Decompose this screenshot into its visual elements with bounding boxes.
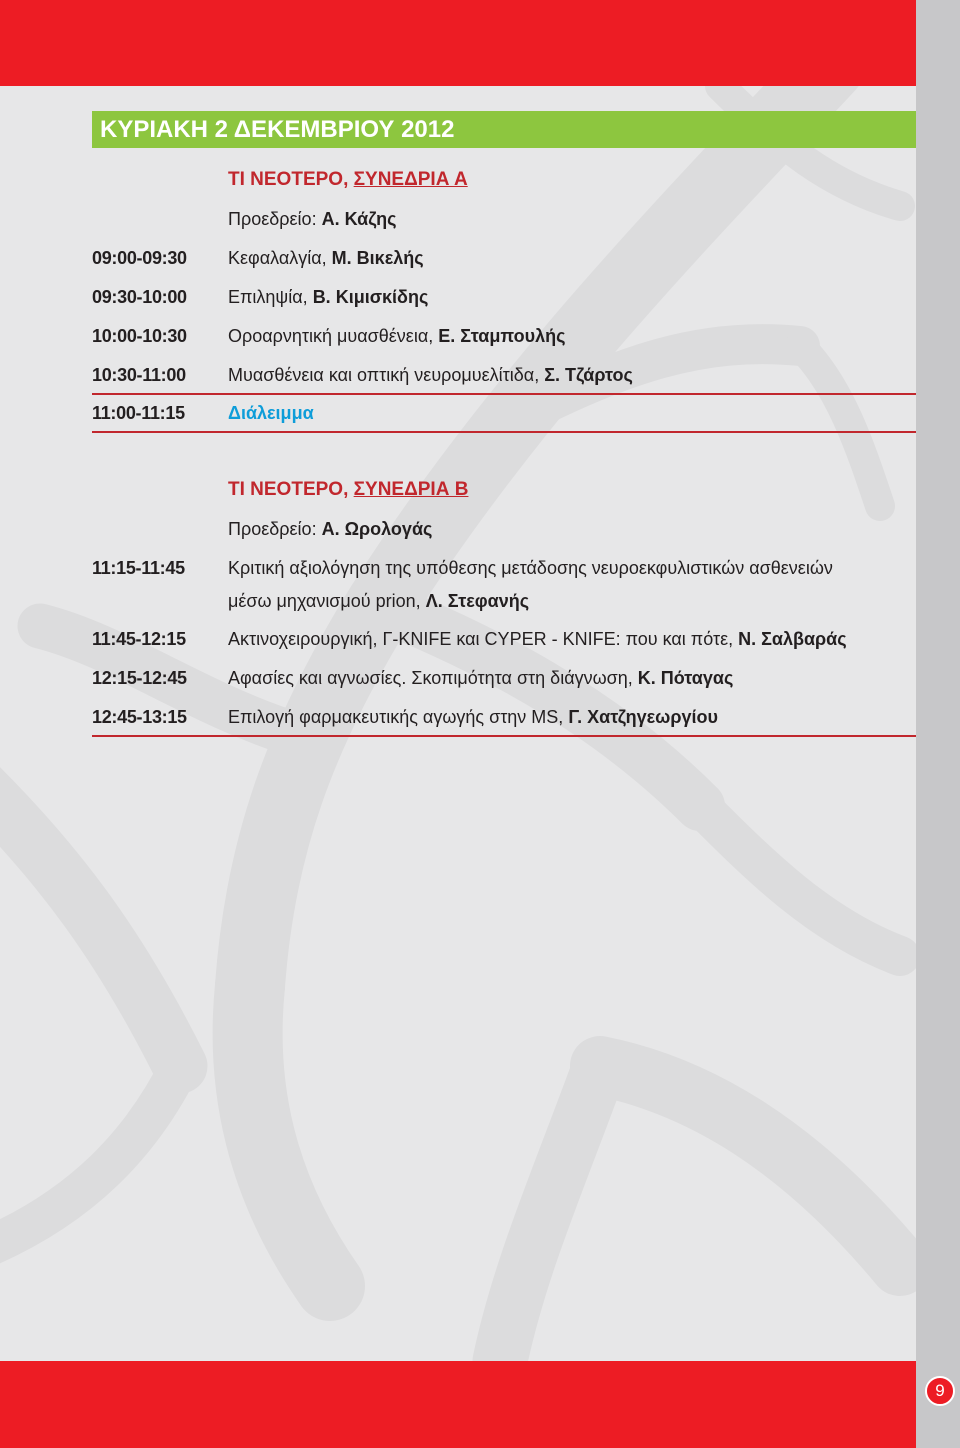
- side-gray-strip: [916, 0, 960, 1448]
- talk-entry: [228, 286, 428, 308]
- chair-name: Α. Κάζης: [321, 209, 397, 229]
- bottom-red-band: [0, 1361, 916, 1448]
- talk-time: 10:30-11:00: [92, 365, 186, 385]
- talk-speaker: Λ. Στεφανής: [425, 591, 530, 611]
- talk-topic: Μυασθένεια και οπτική νευρομυελίτιδα,: [228, 365, 545, 385]
- session-b-title-link[interactable]: ΣΥΝΕΔΡΙΑ Β: [353, 479, 469, 500]
- chair-label: Προεδρείο:: [228, 209, 322, 229]
- talk-entry: [228, 590, 529, 612]
- talk-speaker: Μ. Βικελής: [331, 248, 424, 268]
- talk-speaker: Ν. Σαλβαράς: [738, 629, 847, 649]
- talk-topic: Οροαρνητική μυασθένεια,: [228, 326, 439, 346]
- talk-topic-line2: μέσω μηχανισμού prion,: [228, 591, 426, 611]
- divider-rule: [92, 393, 916, 395]
- talk-time: 11:45-12:15: [92, 629, 186, 649]
- talk-topic: Ακτινοχειρουργική, Γ-KNIFE και CYPER - KNIFE: που και πότε,: [228, 629, 739, 649]
- session-b-title: [228, 479, 468, 501]
- talk-topic: Αφασίες και αγνωσίες. Σκοπιμότητα στη διάγνωση,: [228, 668, 638, 688]
- talk-time: 11:15-11:45: [92, 558, 185, 578]
- talk-time: 12:45-13:15: [92, 707, 187, 727]
- talk-entry: [228, 325, 565, 347]
- talk-entry: [228, 364, 633, 386]
- talk-speaker: Σ. Τζάρτος: [544, 365, 633, 385]
- top-red-band: [0, 0, 916, 86]
- session-b-chair: [228, 518, 432, 540]
- talk-topic: Κριτική αξιολόγηση της υπόθεσης μετάδοσης νευροεκφυλιστικών ασθενειών: [228, 558, 833, 578]
- session-a-title-link[interactable]: ΣΥΝΕΔΡΙΑ Α: [353, 169, 468, 190]
- talk-speaker: Γ. Χατζηγεωργίου: [568, 707, 718, 727]
- session-a-title: [228, 169, 468, 191]
- session-a-chair: [228, 208, 396, 230]
- session-a-title-prefix: ΤΙ ΝΕΟΤΕΡΟ,: [228, 169, 354, 190]
- talk-time: 09:00-09:30: [92, 248, 187, 268]
- chair-name: Α. Ωρολογάς: [321, 519, 433, 539]
- talk-time: 12:15-12:45: [92, 668, 187, 688]
- talk-time: 10:00-10:30: [92, 326, 187, 346]
- talk-topic: Επιληψία,: [228, 287, 313, 307]
- session-b-title-prefix: ΤΙ ΝΕΟΤΕΡΟ,: [228, 479, 354, 500]
- break-label: Διάλειμμα: [228, 403, 314, 423]
- talk-entry: [228, 628, 847, 650]
- break-time: 11:00-11:15: [92, 403, 185, 423]
- talk-entry: [228, 667, 733, 689]
- talk-topic: Επιλογή φαρμακευτικής αγωγής στην MS,: [228, 707, 569, 727]
- divider-rule: [92, 431, 916, 433]
- talk-topic: Κεφαλαλγία,: [228, 248, 332, 268]
- talk-entry: [228, 706, 718, 728]
- day-header: ΚΥΡΙΑΚΗ 2 ΔΕΚΕΜΒΡΙΟΥ 2012: [92, 111, 916, 148]
- page-number: 9: [925, 1376, 955, 1406]
- chair-label: Προεδρείο:: [228, 519, 322, 539]
- talk-entry: [228, 247, 424, 269]
- divider-rule: [92, 735, 916, 737]
- talk-speaker: Κ. Πόταγας: [637, 668, 734, 688]
- talk-speaker: Ε. Σταμπουλής: [438, 326, 566, 346]
- talk-speaker: Β. Κιμισκίδης: [312, 287, 429, 307]
- talk-time: 09:30-10:00: [92, 287, 187, 307]
